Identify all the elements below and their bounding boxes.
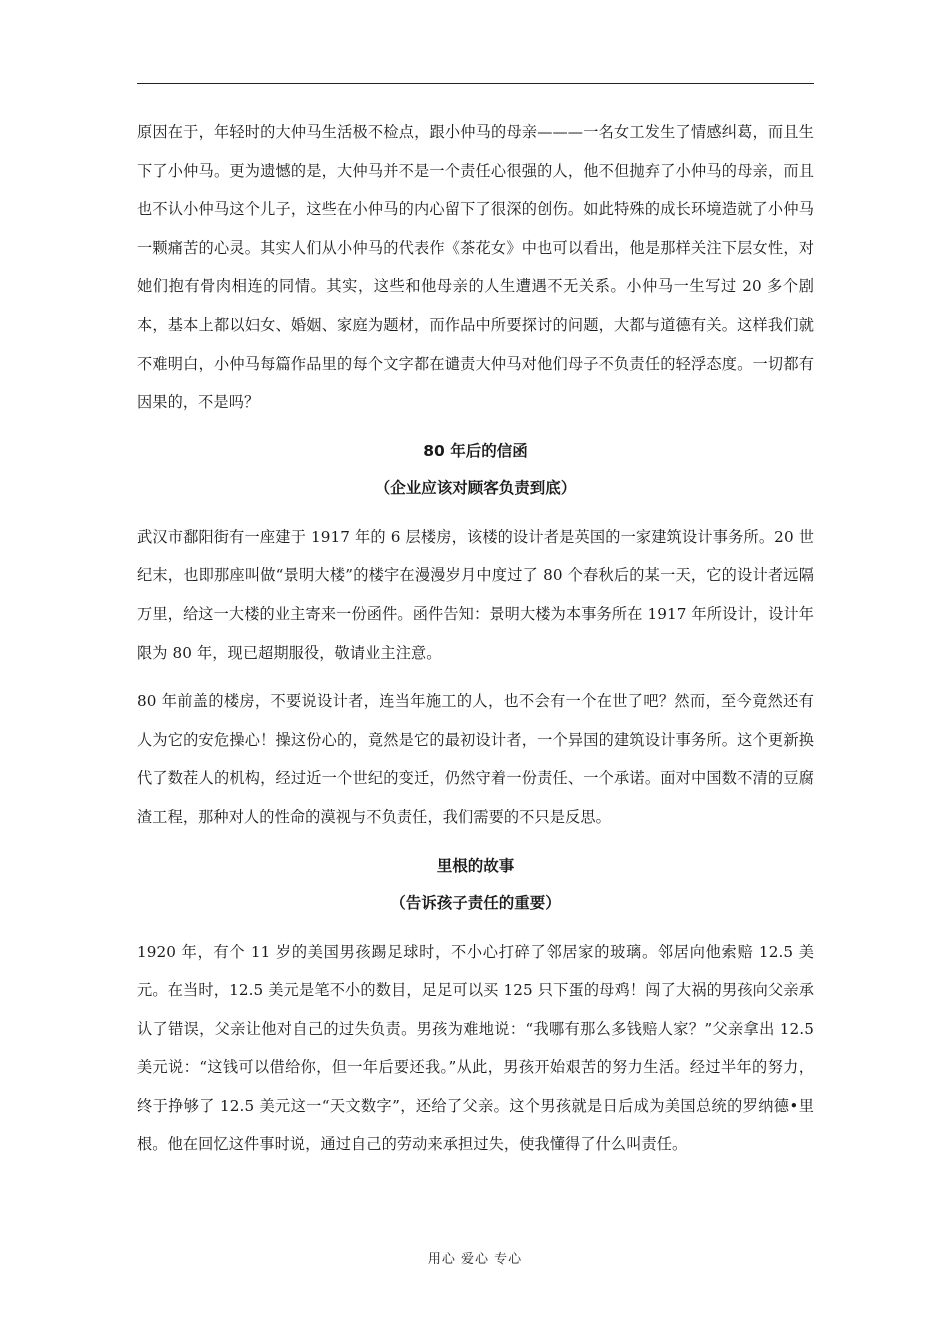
header-rule <box>137 83 814 84</box>
section-subtitle-reagan: （告诉孩子责任的重要） <box>390 893 561 912</box>
paragraph-dumas: 原因在于，年轻时的大仲马生活极不检点，跟小仲马的母亲———一名女工发生了情感纠葛，而且生下了小仲马。更为遗憾的是，大仲马并不是一个责任心很强的人，他不但抛弃了小仲马的母亲，而且也不认小仲马这个儿子，这些在小仲马的内心留下了很深的创伤。如此特殊的成长环境造就了小仲马一颗痛苦的心灵。其实人们从小仲马的代表作《茶花女》中也可以看出，他是那样关注下层女性，对她们抱有骨肉相连的同情。其实，这些和他母亲的人生遭遇不无关系。小仲马一生写过 20 多个剧本，基本上都以妇女、婚姻、家庭为题材，而作品中所要探讨的问题，大都与道德有关。这样我们就不难明白，小仲马每篇作品里的每个文字都在谴责大仲马对他们母子不负责任的轻浮态度。一切都有因果的，不是吗？ <box>137 123 814 412</box>
paragraph-reagan-story: 1920 年，有个 11 岁的美国男孩踢足球时，不小心打碎了邻居家的玻璃。邻居向他索赔 12.5 美元。在当时，12.5 美元是笔不小的数目，足足可以买 125 只下蛋的母鸡！闯了大祸的男孩向父亲承认了错误，父亲让他对自己的过失负责。男孩为难地说：“我哪有那么多钱赔人家？”父亲拿出 12.5 美元说：“这钱可以借给你，但一年后要还我。”从此，男孩开始艰苦的努力生活。经过半年的努力，终于挣够了 12.5 美元这一“天文数字”，还给了父亲。这个男孩就是日后成为美国总统的罗纳德•里根。他在回忆这件事时说，通过自己的劳动来承担过失，使我懂得了什么叫责任。 <box>137 942 814 1154</box>
document-body <box>137 113 814 1164</box>
section-title-reagan: 里根的故事 <box>436 856 515 875</box>
page-footer: 用心 爱心 专心 <box>427 1252 523 1267</box>
paragraph-jingming-building: 武汉市鄱阳街有一座建于 1917 年的 6 层楼房，该楼的设计者是英国的一家建筑设计事务所。20 世纪末，也即那座叫做“景明大楼”的楼宇在漫漫岁月中度过了 80 个春秋后的某一天，它的设计者远隔万里，给这一大楼的业主寄来一份函件。函件告知：景明大楼为本事务所在 1917 年所设计，设计年限为 80 年，现已超期服役，敬请业主注意。 <box>137 527 814 662</box>
paragraph-responsibility-reflection: 80 年前盖的楼房，不要说设计者，连当年施工的人，也不会有一个在世了吧？然而，至今竟然还有人为它的安危操心！操这份心的，竟然是它的最初设计者，一个异国的建筑设计事务所。这个更新换代了数茬人的机构，经过近一个世纪的变迁，仍然守着一份责任、一个承诺。面对中国数不清的豆腐渣工程，那种对人的性命的漠视与不负责任，我们需要的不只是反思。 <box>137 692 814 826</box>
section-subtitle-letter: （企业应该对顾客负责到底） <box>374 478 577 497</box>
section-title-letter: 80 年后的信函 <box>423 441 528 460</box>
